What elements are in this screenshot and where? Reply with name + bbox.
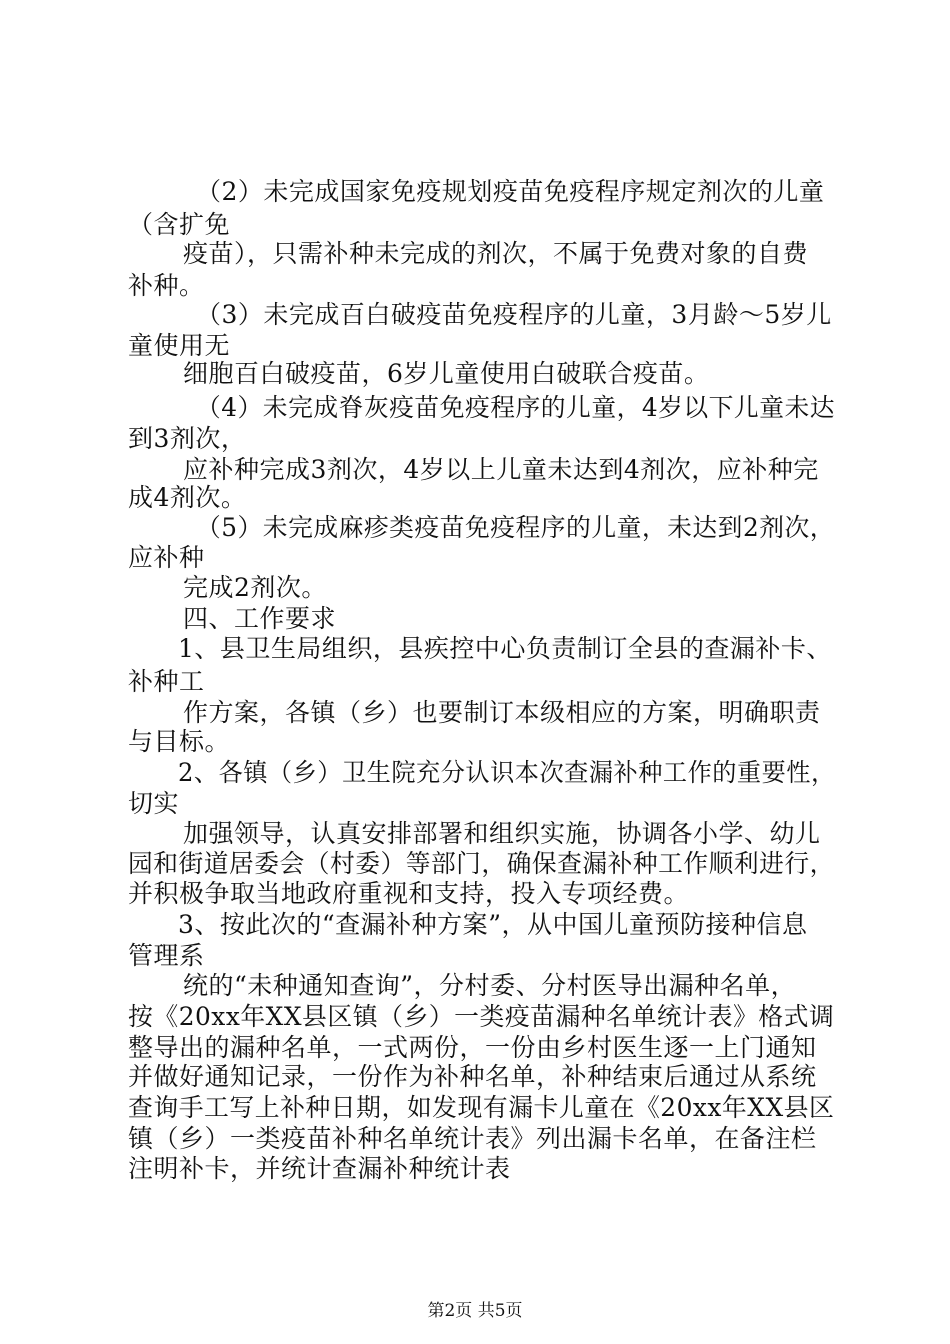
text-line: （3）未完成百白破疫苗免疫程序的儿童，3月龄～5岁儿 xyxy=(196,300,832,329)
text-line: 到3剂次， xyxy=(128,424,247,453)
text-line: 园和街道居委会（村委）等部门，确保查漏补种工作顺利进行， xyxy=(128,849,835,878)
text-line: （4）未完成脊灰疫苗免疫程序的儿童，4岁以下儿童未达 xyxy=(196,393,836,422)
text-line: （5）未完成麻疹类疫苗免疫程序的儿童，未达到2剂次， xyxy=(196,513,836,542)
text-line: 2、各镇（乡）卫生院充分认识本次查漏补种工作的重要性， xyxy=(178,758,836,787)
text-line: 镇（乡）一类疫苗补种名单统计表》列出漏卡名单，在备注栏 xyxy=(128,1124,817,1153)
text-line: 成4剂次。 xyxy=(128,483,247,512)
text-line: 完成2剂次。 xyxy=(183,573,327,602)
text-line: 应补种完成3剂次，4岁以上儿童未达到4剂次，应补种完 xyxy=(183,455,819,484)
text-line: 细胞百白破疫苗，6岁儿童使用白破联合疫苗。 xyxy=(183,359,710,388)
text-line: 与目标。 xyxy=(128,727,231,756)
text-line: 切实 xyxy=(128,789,180,818)
text-line: （2）未完成国家免疫规划疫苗免疫程序规定剂次的儿童 xyxy=(196,177,825,206)
text-line: 补种。 xyxy=(128,271,205,300)
page-number-footer: 第2页 共5页 xyxy=(427,1301,523,1321)
text-line: 应补种 xyxy=(128,543,205,572)
text-line: 统的“未种通知查询”，分村委、分村医导出漏种名单， xyxy=(183,971,797,1000)
text-line: 并积极争取当地政府重视和支持，投入专项经费。 xyxy=(128,879,690,908)
text-line: 3、按此次的“查漏补种方案”，从中国儿童预防接种信息 xyxy=(178,910,808,939)
text-line: 补种工 xyxy=(128,667,205,696)
text-line: 加强领导，认真安排部署和组织实施，协调各小学、幼儿 xyxy=(183,819,821,848)
text-line: 童使用无 xyxy=(128,331,231,360)
text-line: 整导出的漏种名单，一式两份，一份由乡村医生逐一上门通知 xyxy=(128,1033,817,1062)
text-line: 疫苗），只需补种未完成的剂次，不属于免费对象的自费 xyxy=(183,239,809,268)
text-line: 查询手工写上补种日期，如发现有漏卡儿童在《20xx年XX县区 xyxy=(128,1093,835,1122)
text-line: 1、县卫生局组织，县疾控中心负责制订全县的查漏补卡、 xyxy=(178,634,832,663)
text-line: 作方案，各镇（乡）也要制订本级相应的方案，明确职责 xyxy=(183,698,821,727)
text-line: 注明补卡，并统计查漏补种统计表 xyxy=(128,1154,511,1183)
text-line: 并做好通知记录，一份作为补种名单，补种结束后通过从系统 xyxy=(128,1062,817,1091)
section-heading: 四、工作要求 xyxy=(183,604,337,633)
text-line: （含扩免 xyxy=(128,210,231,239)
text-line: 管理系 xyxy=(128,941,205,970)
text-line: 按《20xx年XX县区镇（乡）一类疫苗漏种名单统计表》格式调 xyxy=(128,1002,835,1031)
